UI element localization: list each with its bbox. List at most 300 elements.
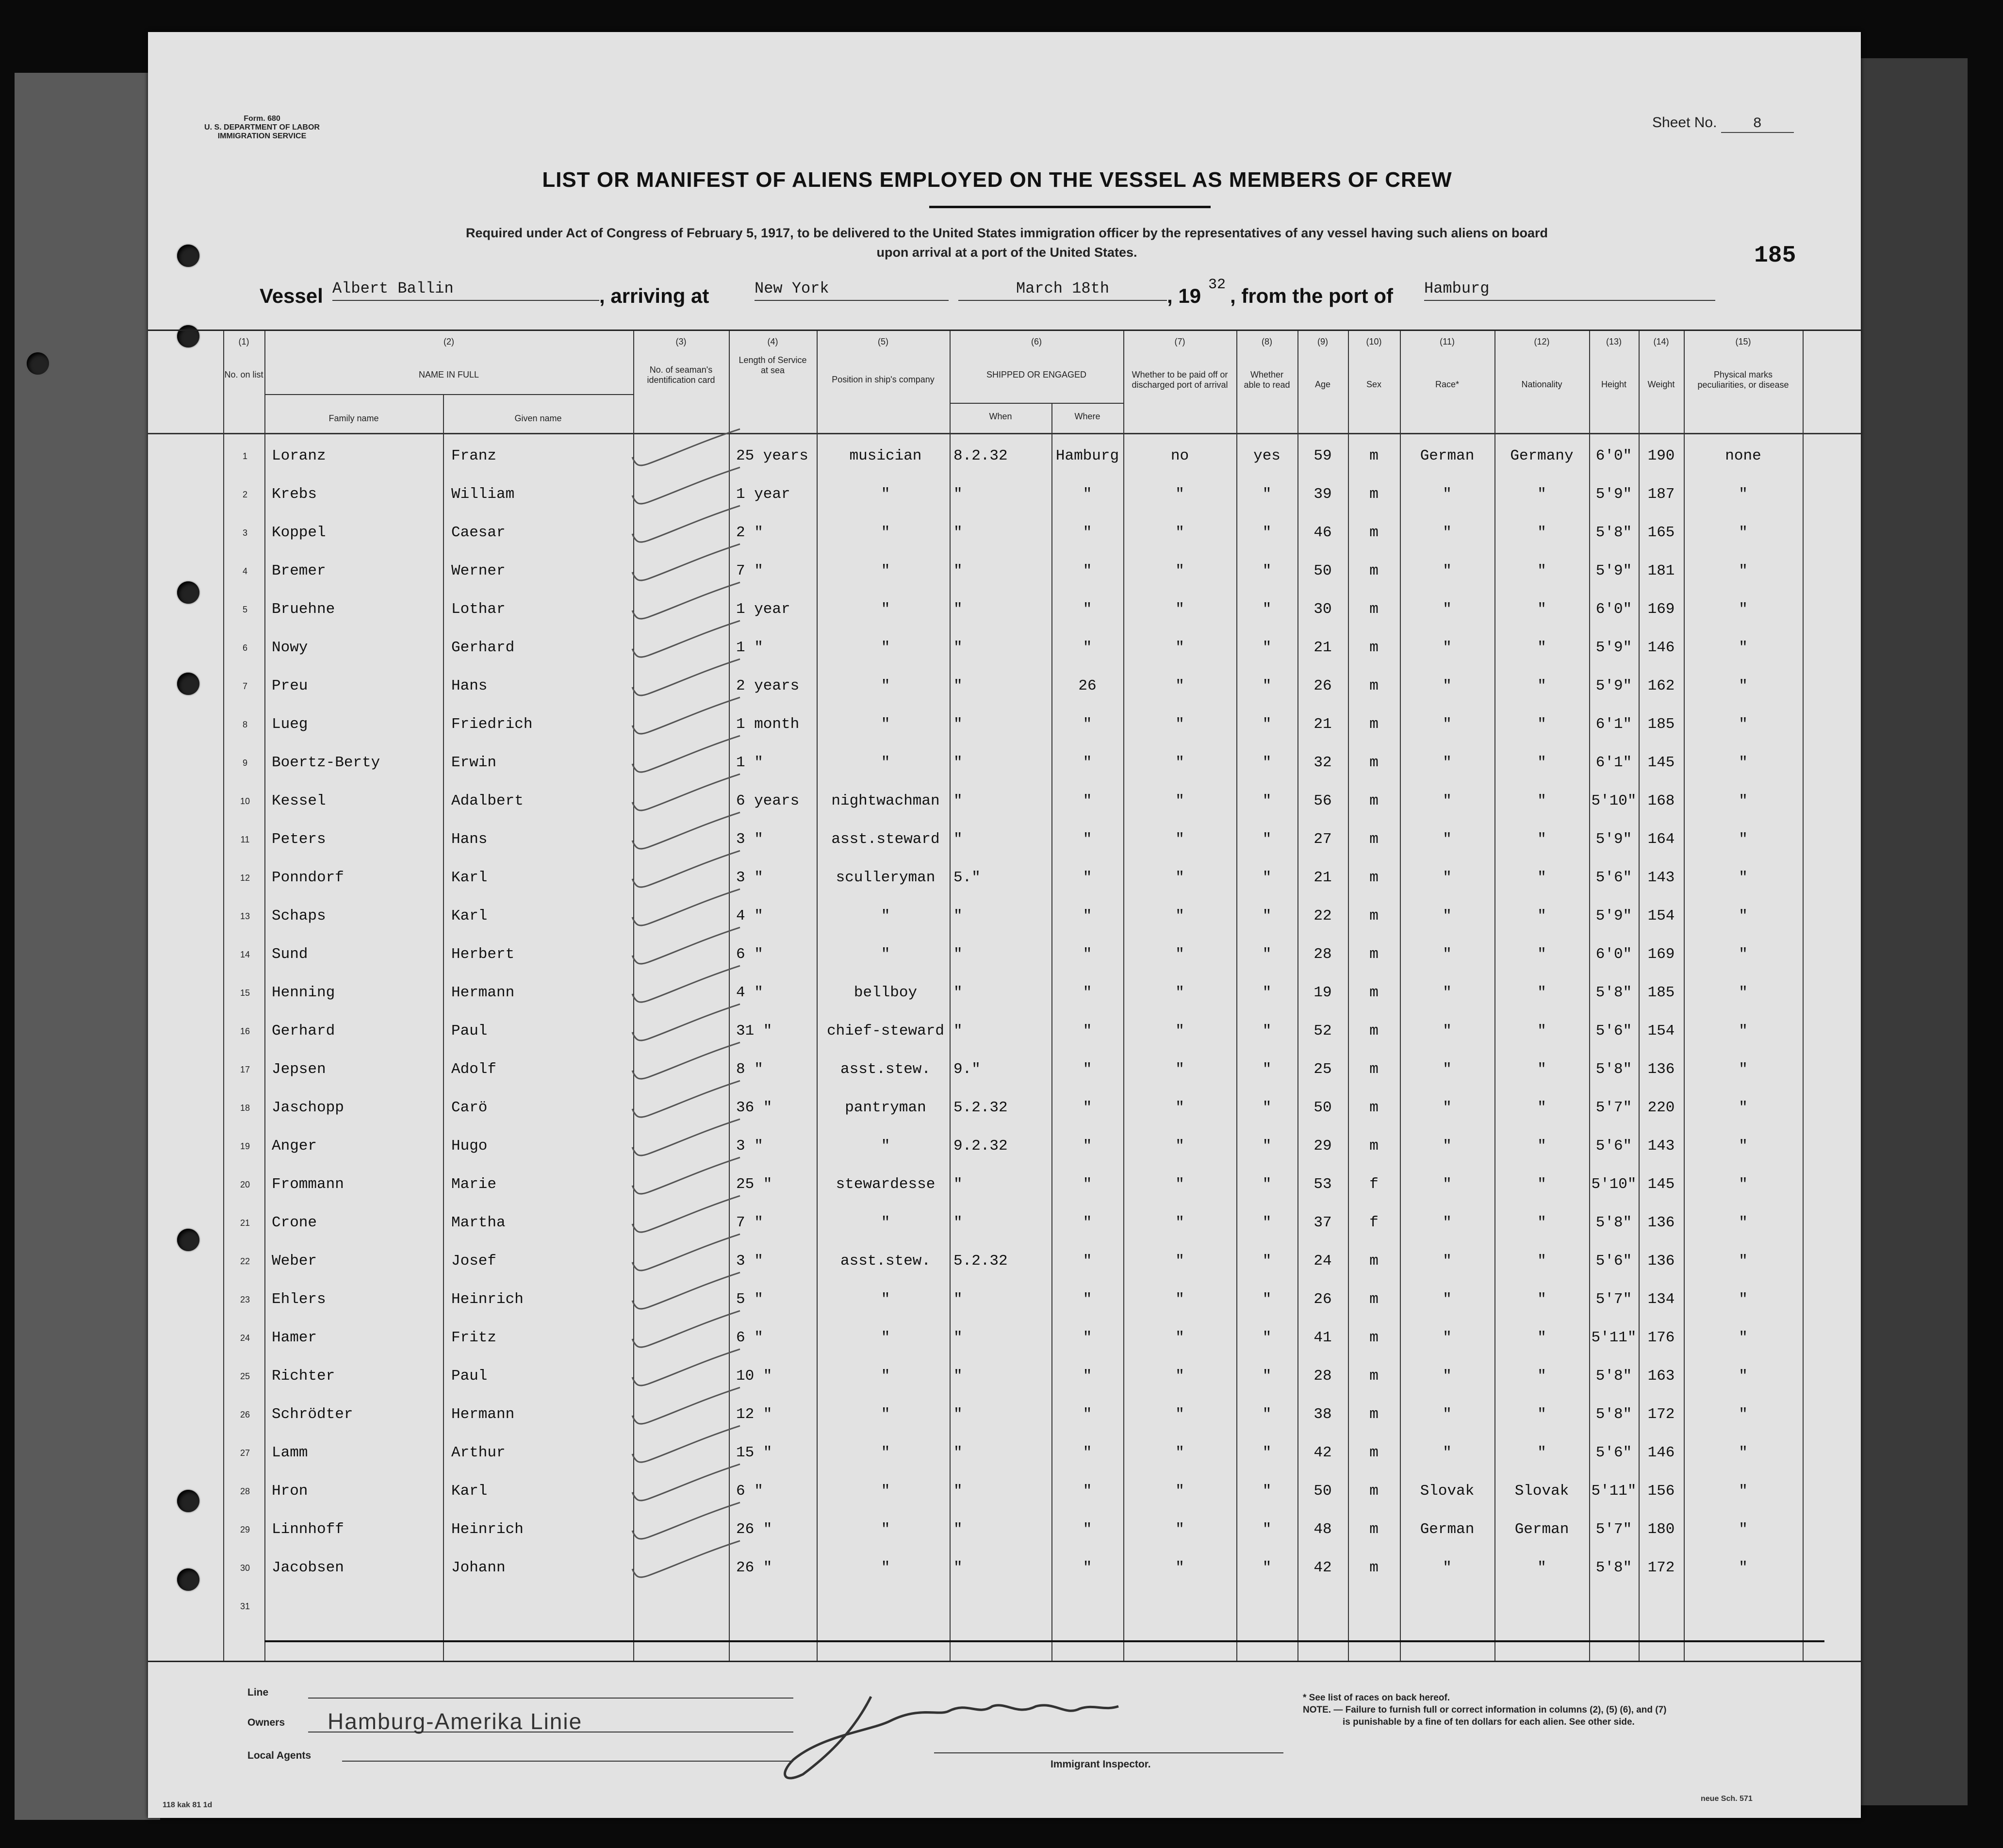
cell-nat: " <box>1537 1559 1546 1576</box>
cell-sex: m <box>1369 1329 1379 1346</box>
cell-position: stewardesse <box>836 1176 936 1193</box>
cell-position: " <box>881 524 890 541</box>
cell-age: 50 <box>1313 1483 1332 1500</box>
cell-age: 26 <box>1313 1291 1332 1308</box>
cell-read: " <box>1262 1023 1272 1040</box>
cell-given: Hermann <box>451 984 515 1001</box>
col-num-1: (1) <box>238 337 249 346</box>
cell-weight: 145 <box>1647 754 1675 771</box>
cell-age: 50 <box>1313 1099 1332 1116</box>
cell-height: 5'8" <box>1595 1214 1632 1231</box>
cell-when: " <box>953 562 963 579</box>
cell-age: 22 <box>1313 908 1332 924</box>
cell-age: 28 <box>1313 1368 1332 1385</box>
cell-given: Friedrich <box>451 716 533 733</box>
cell-marks: " <box>1739 1406 1748 1423</box>
table-row <box>148 553 1861 591</box>
cell-marks: " <box>1739 601 1748 618</box>
cell-position: " <box>881 601 890 618</box>
cell-paid: " <box>1175 562 1184 579</box>
cell-where: " <box>1083 1176 1092 1193</box>
cell-where: " <box>1083 792 1092 809</box>
cell-nat: " <box>1537 1099 1546 1116</box>
cell-when: " <box>953 1214 963 1231</box>
page-title: LIST OR MANIFEST OF ALIENS EMPLOYED ON THE VESSEL AS MEMBERS OF CREW <box>542 168 1452 192</box>
cell-marks: " <box>1739 869 1748 886</box>
table-row <box>148 1281 1861 1319</box>
cell-where: " <box>1083 562 1092 579</box>
cell-no: 19 <box>240 1141 250 1151</box>
cell-weight: 145 <box>1647 1176 1675 1193</box>
cell-age: 56 <box>1313 792 1332 809</box>
cell-when: " <box>953 1023 963 1040</box>
cell-height: 6'0" <box>1595 447 1632 464</box>
cell-when: 9.2.32 <box>953 1138 1008 1155</box>
cell-given: Marie <box>451 1176 497 1193</box>
cell-no: 17 <box>240 1065 250 1074</box>
department-name: U. S. DEPARTMENT OF LABOR <box>204 123 320 132</box>
cell-position: sculleryman <box>836 869 936 886</box>
col-num-15: (15) <box>1735 337 1751 346</box>
cell-no: 23 <box>240 1295 250 1304</box>
cell-position: musician <box>849 447 922 464</box>
cell-marks: " <box>1739 1176 1748 1193</box>
cell-where: " <box>1083 524 1092 541</box>
cell-sex: m <box>1369 486 1379 503</box>
cell-given: Hans <box>451 831 488 848</box>
table-row <box>148 438 1861 476</box>
cell-weight: 185 <box>1647 716 1675 733</box>
header-physical-marks: Physical marks peculiarities, or disease <box>1697 370 1789 390</box>
cell-family: Loranz <box>272 447 326 464</box>
cell-when: 8.2.32 <box>953 447 1008 464</box>
header-weight: Weight <box>1647 380 1675 389</box>
cell-weight: 176 <box>1647 1329 1675 1346</box>
cell-paid: " <box>1175 1406 1184 1423</box>
cell-race: " <box>1443 601 1452 618</box>
cell-no: 13 <box>240 911 250 921</box>
cell-paid: " <box>1175 1099 1184 1116</box>
cell-nat: " <box>1537 1176 1546 1193</box>
cell-marks: " <box>1739 1253 1748 1270</box>
cell-when: " <box>953 639 963 656</box>
cell-given: William <box>451 486 515 503</box>
cell-race: Slovak <box>1420 1483 1475 1500</box>
inspector-label: Immigrant Inspector. <box>1051 1759 1151 1770</box>
cell-marks: " <box>1739 1483 1748 1500</box>
table-row <box>148 859 1861 897</box>
header-age: Age <box>1314 380 1331 389</box>
cell-paid: " <box>1175 486 1184 503</box>
cell-no: 28 <box>240 1486 250 1496</box>
arrival-date: March 18th <box>958 280 1167 301</box>
cell-weight: 146 <box>1647 1444 1675 1461</box>
col-num-5: (5) <box>878 337 888 346</box>
local-agents-label: Local Agents <box>247 1750 312 1761</box>
cell-paid: " <box>1175 1253 1184 1270</box>
cell-when: " <box>953 1521 963 1538</box>
header-family-name: Family name <box>328 413 379 423</box>
cell-sex: m <box>1369 908 1379 924</box>
cell-family: Crone <box>272 1214 317 1231</box>
cell-service: 4 " <box>736 984 763 1001</box>
cell-age: 50 <box>1313 562 1332 579</box>
cell-read: " <box>1262 1521 1272 1538</box>
cell-height: 5'11" <box>1591 1483 1637 1500</box>
cell-family: Richter <box>272 1368 335 1385</box>
cell-family: Jaschopp <box>272 1099 344 1116</box>
cell-weight: 168 <box>1647 792 1675 809</box>
cell-read: " <box>1262 1444 1272 1461</box>
cell-paid: " <box>1175 524 1184 541</box>
cell-nat: " <box>1537 1406 1546 1423</box>
cell-sex: m <box>1369 677 1379 694</box>
cell-height: 5'11" <box>1591 1329 1637 1346</box>
cell-paid: " <box>1175 1483 1184 1500</box>
cell-sex: m <box>1369 1521 1379 1538</box>
header-where: Where <box>1074 412 1100 421</box>
inspector-signature <box>764 1677 1211 1794</box>
cell-nat: " <box>1537 792 1546 809</box>
cell-nat: " <box>1537 524 1546 541</box>
cell-where: " <box>1083 869 1092 886</box>
cell-race: " <box>1443 1023 1452 1040</box>
col-num-6: (6) <box>1031 337 1042 346</box>
cell-race: " <box>1443 1061 1452 1078</box>
cell-paid: " <box>1175 1061 1184 1078</box>
cell-position: " <box>881 1329 890 1346</box>
cell-position: " <box>881 1521 890 1538</box>
cell-given: Heinrich <box>451 1291 524 1308</box>
cell-weight: 163 <box>1647 1368 1675 1385</box>
cell-read: " <box>1262 1176 1272 1193</box>
header-paid-off: Whether to be paid off or discharged port of arrival <box>1132 370 1228 390</box>
cell-race: " <box>1443 1329 1452 1346</box>
voyage-row <box>260 277 1715 314</box>
cell-weight: 134 <box>1647 1291 1675 1308</box>
arriving-label: , arriving at <box>599 284 709 307</box>
race-note: * See list of races on back hereof. <box>1303 1693 1450 1703</box>
cell-service: 3 " <box>736 831 763 848</box>
cell-family: Nowy <box>272 639 308 656</box>
cell-where: " <box>1083 1099 1092 1116</box>
cell-height: 5'9" <box>1595 831 1632 848</box>
cell-when: 5." <box>953 869 981 886</box>
cell-given: Karl <box>451 869 488 886</box>
cell-height: 5'10" <box>1591 792 1637 809</box>
cell-no: 15 <box>240 988 250 998</box>
cell-when: " <box>953 1483 963 1500</box>
cell-position: " <box>881 1444 890 1461</box>
cell-nat: " <box>1537 601 1546 618</box>
cell-read: " <box>1262 1483 1272 1500</box>
header-height: Height <box>1601 380 1627 389</box>
cell-given: Paul <box>451 1023 488 1040</box>
cell-weight: 172 <box>1647 1559 1675 1576</box>
cell-given: Hans <box>451 677 488 694</box>
cell-family: Anger <box>272 1138 317 1155</box>
cell-age: 42 <box>1313 1559 1332 1576</box>
cell-when: " <box>953 486 963 503</box>
cell-nat: " <box>1537 486 1546 503</box>
cell-position: " <box>881 486 890 503</box>
cell-marks: " <box>1739 1138 1748 1155</box>
cell-when: 5.2.32 <box>953 1253 1008 1270</box>
cell-marks: none <box>1725 447 1761 464</box>
table-row <box>148 514 1861 552</box>
cell-when: " <box>953 1559 963 1576</box>
cell-no: 2 <box>242 490 247 499</box>
year-suffix: 32 <box>1208 277 1226 293</box>
cell-read: " <box>1262 562 1272 579</box>
cell-no: 25 <box>240 1371 250 1381</box>
cell-when: 5.2.32 <box>953 1099 1008 1116</box>
cell-sex: m <box>1369 754 1379 771</box>
cell-service: 6 " <box>736 1483 763 1500</box>
legal-requirement <box>352 223 1662 262</box>
cell-read: " <box>1262 984 1272 1001</box>
cell-age: 24 <box>1313 1253 1332 1270</box>
cell-height: 5'10" <box>1591 1176 1637 1193</box>
cell-no: 26 <box>240 1410 250 1419</box>
cell-sex: f <box>1369 1214 1379 1231</box>
cell-read: " <box>1262 1368 1272 1385</box>
cell-service: 1 year <box>736 486 790 503</box>
departure-port: Hamburg <box>1424 280 1715 301</box>
cell-service: 7 " <box>736 1214 763 1231</box>
table-row <box>148 1435 1861 1472</box>
table-row <box>148 1473 1861 1511</box>
cell-weight: 190 <box>1647 447 1675 464</box>
cell-nat: " <box>1537 908 1546 924</box>
cell-position: " <box>881 1406 890 1423</box>
cell-read: " <box>1262 1138 1272 1155</box>
cell-age: 32 <box>1313 754 1332 771</box>
cell-no: 21 <box>240 1218 250 1228</box>
cell-height: 5'6" <box>1595 1444 1632 1461</box>
cell-read: " <box>1262 677 1272 694</box>
cell-when: " <box>953 792 963 809</box>
cell-nat: " <box>1537 1061 1546 1078</box>
cell-family: Bruehne <box>272 601 335 618</box>
cell-age: 37 <box>1313 1214 1332 1231</box>
cell-height: 6'0" <box>1595 946 1632 963</box>
cell-weight: 156 <box>1647 1483 1675 1500</box>
cell-where: " <box>1083 716 1092 733</box>
table-row <box>148 783 1861 821</box>
cell-age: 29 <box>1313 1138 1332 1155</box>
cell-service: 15 " <box>736 1444 772 1461</box>
cell-sex: m <box>1369 1138 1379 1155</box>
cell-position: nightwachman <box>831 792 940 809</box>
cell-age: 42 <box>1313 1444 1332 1461</box>
cell-weight: 187 <box>1647 486 1675 503</box>
cell-given: Caesar <box>451 524 506 541</box>
cell-marks: " <box>1739 1444 1748 1461</box>
cell-height: 5'8" <box>1595 524 1632 541</box>
sheet-number: 8 <box>1721 116 1794 133</box>
cell-given: Carö <box>451 1099 488 1116</box>
cell-paid: no <box>1170 447 1189 464</box>
cell-read: " <box>1262 486 1272 503</box>
col-num-14: (14) <box>1653 337 1669 346</box>
cell-where: " <box>1083 1406 1092 1423</box>
cell-height: 5'8" <box>1595 1061 1632 1078</box>
cell-no: 9 <box>242 758 247 768</box>
cell-read: " <box>1262 831 1272 848</box>
cell-race: " <box>1443 486 1452 503</box>
cell-read: " <box>1262 792 1272 809</box>
cell-given: Karl <box>451 1483 488 1500</box>
cell-age: 21 <box>1313 639 1332 656</box>
cell-weight: 146 <box>1647 639 1675 656</box>
cell-family: Ehlers <box>272 1291 326 1308</box>
cell-position: " <box>881 1214 890 1231</box>
cell-given: Erwin <box>451 754 497 771</box>
cell-position: " <box>881 677 890 694</box>
cell-height: 6'0" <box>1595 601 1632 618</box>
cell-given: Paul <box>451 1368 488 1385</box>
cell-race: " <box>1443 831 1452 848</box>
cell-service: 31 " <box>736 1023 772 1040</box>
table-row <box>148 476 1861 514</box>
cell-where: " <box>1083 1559 1092 1576</box>
col-num-9: (9) <box>1317 337 1328 346</box>
cell-service: 5 " <box>736 1291 763 1308</box>
cell-family: Weber <box>272 1253 317 1270</box>
footer-notes <box>1303 1692 1769 1728</box>
cell-weight: 143 <box>1647 1138 1675 1155</box>
cell-given: Martha <box>451 1214 506 1231</box>
cell-marks: " <box>1739 1368 1748 1385</box>
cell-nat: " <box>1537 869 1546 886</box>
cell-where: " <box>1083 1023 1092 1040</box>
cell-read: " <box>1262 946 1272 963</box>
crew-table <box>148 330 1861 1662</box>
cell-race: " <box>1443 1291 1452 1308</box>
cell-nat: " <box>1537 1291 1546 1308</box>
cell-given: Lothar <box>451 601 506 618</box>
cell-marks: " <box>1739 754 1748 771</box>
table-row <box>148 591 1861 629</box>
cell-no: 6 <box>242 643 247 653</box>
cell-service: 8 " <box>736 1061 763 1078</box>
cell-paid: " <box>1175 1214 1184 1231</box>
header-position: Position in ship's company <box>832 375 935 384</box>
cell-paid: " <box>1175 984 1184 1001</box>
cell-no: 14 <box>240 950 250 959</box>
cell-no: 22 <box>240 1256 250 1266</box>
binder-hole <box>177 245 199 267</box>
cell-no: 8 <box>242 720 247 729</box>
cell-no: 30 <box>240 1563 250 1573</box>
table-row <box>148 1358 1861 1396</box>
cell-sex: m <box>1369 1099 1379 1116</box>
cell-when: " <box>953 908 963 924</box>
cell-family: Henning <box>272 984 335 1001</box>
cell-service: 3 " <box>736 1253 763 1270</box>
cell-sex: m <box>1369 562 1379 579</box>
cell-family: Jepsen <box>272 1061 326 1078</box>
cell-paid: " <box>1175 677 1184 694</box>
cell-given: Franz <box>451 447 497 464</box>
cell-read: " <box>1262 908 1272 924</box>
cell-position: asst.stew. <box>840 1061 931 1078</box>
cell-nat: " <box>1537 1253 1546 1270</box>
cell-height: 5'8" <box>1595 1559 1632 1576</box>
cell-nat: Slovak <box>1514 1483 1569 1500</box>
cell-height: 5'6" <box>1595 869 1632 886</box>
cell-position: " <box>881 639 890 656</box>
cell-given: Adolf <box>451 1061 497 1078</box>
cell-sex: m <box>1369 1061 1379 1078</box>
cell-marks: " <box>1739 1329 1748 1346</box>
cell-race: " <box>1443 792 1452 809</box>
cell-read: " <box>1262 1329 1272 1346</box>
cell-where: " <box>1083 601 1092 618</box>
cell-family: Preu <box>272 677 308 694</box>
cell-marks: " <box>1739 792 1748 809</box>
cell-position: " <box>881 716 890 733</box>
cell-read: " <box>1262 1099 1272 1116</box>
cell-nat: " <box>1537 1444 1546 1461</box>
cell-where: " <box>1083 754 1092 771</box>
cell-weight: 143 <box>1647 869 1675 886</box>
cell-when: " <box>953 946 963 963</box>
cell-family: Frommann <box>272 1176 344 1193</box>
cell-position: " <box>881 1559 890 1576</box>
cell-when: " <box>953 524 963 541</box>
fine-note-line-2: is punishable by a fine of ten dollars for each alien. See other side. <box>1343 1717 1635 1727</box>
cell-where: " <box>1083 831 1092 848</box>
print-code-right: neue Sch. 571 <box>1701 1795 1753 1803</box>
cell-family: Jacobsen <box>272 1559 344 1576</box>
table-row <box>148 1204 1861 1242</box>
cell-race: " <box>1443 1406 1452 1423</box>
cell-family: Peters <box>272 831 326 848</box>
col-num-3: (3) <box>675 337 687 346</box>
cell-where: " <box>1083 1483 1092 1500</box>
header-seaman-card: No. of seaman's identification card <box>647 365 715 385</box>
table-row <box>148 1051 1861 1089</box>
cell-given: Hermann <box>451 1406 515 1423</box>
cell-race: " <box>1443 984 1452 1001</box>
cell-race: " <box>1443 1253 1452 1270</box>
cell-no: 24 <box>240 1333 250 1343</box>
cell-service: 26 " <box>736 1559 772 1576</box>
cell-where: " <box>1083 639 1092 656</box>
cell-weight: 169 <box>1647 946 1675 963</box>
table-row <box>148 821 1861 859</box>
cell-no: 10 <box>240 796 250 806</box>
right-sheet-edge <box>1861 58 1968 1805</box>
col-num-7: (7) <box>1174 337 1185 346</box>
cell-family: Lueg <box>272 716 308 733</box>
cell-paid: " <box>1175 1329 1184 1346</box>
requirement-line-1: Required under Act of Congress of February 5, 1917, to be delivered to the United States immigration officer by the representatives of any vessel having such aliens on board <box>465 226 1548 240</box>
cell-age: 39 <box>1313 486 1332 503</box>
cell-service: 3 " <box>736 869 763 886</box>
cell-where: " <box>1083 1329 1092 1346</box>
header-race: Race* <box>1435 380 1460 389</box>
cell-family: Hron <box>272 1483 308 1500</box>
cell-sex: m <box>1369 639 1379 656</box>
cell-when: " <box>953 984 963 1001</box>
cell-race: " <box>1443 754 1452 771</box>
cell-sex: m <box>1369 869 1379 886</box>
fine-note-line-1: NOTE. — Failure to furnish full or correct information in columns (2), (5) (6), and (7) <box>1303 1705 1667 1715</box>
cell-family: Bremer <box>272 562 326 579</box>
